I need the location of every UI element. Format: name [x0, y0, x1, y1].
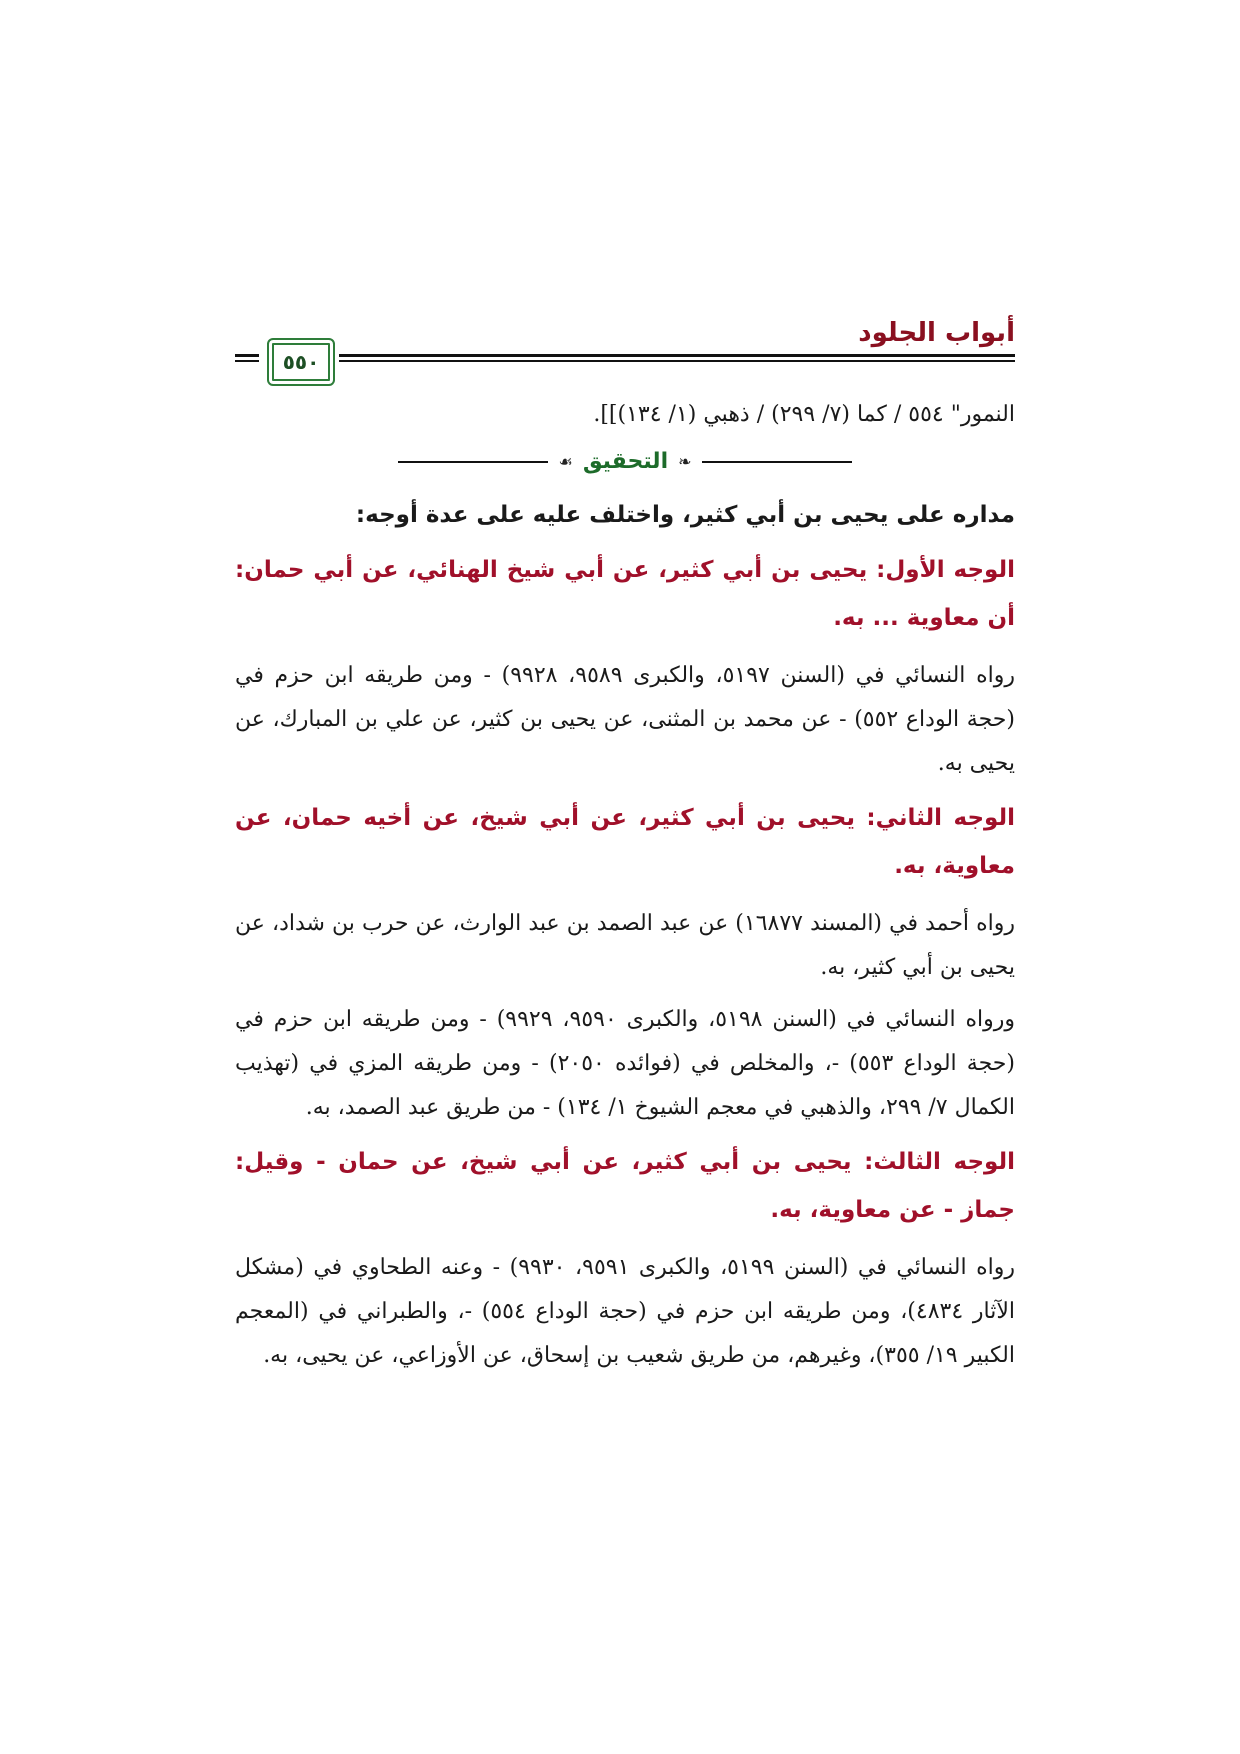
running-title: أبواب الجلود — [858, 318, 1015, 348]
variant-heading-3: الوجه الثالث: يحيى بن أبي كثير، عن أبي شيخ، عن حمان - وقيل: جماز - عن معاوية، به. — [235, 1149, 1015, 1223]
paragraph: رواه أحمد في (المسند ١٦٨٧٧) عن عبد الصمد بن عبد الوارث، عن حرب بن شداد، عن يحيى بن أبي كثير، به. — [235, 911, 1016, 980]
header-rule-top — [235, 354, 1015, 357]
variant-heading-1: الوجه الأول: يحيى بن أبي كثير، عن أبي شيخ الهنائي، عن أبي حمان: أن معاوية ... به. — [235, 557, 1015, 631]
paragraph: ورواه النسائي في (السنن ٥١٩٨، والكبرى ٩٥٩٠، ٩٩٢٩) - ومن طريقه ابن حزم في (حجة الوداع ٥٥٣) -، والمخلص في (فوائده ٢٠٥٠) - ومن طريقه المزي في (تهذيب الكمال ٧/ ٢٩٩، والذهبي في معجم الشيوخ ١/ ١٣٤) - من طريق عبد الصمد، به. — [235, 1007, 1015, 1120]
divider-line-left — [398, 461, 548, 463]
section-divider — [235, 449, 1015, 474]
ornament-icon: ❧ — [678, 452, 692, 471]
intro-text: مداره على يحيى بن أبي كثير، واختلف عليه على عدة أوجه: — [355, 502, 1015, 528]
paragraph: رواه النسائي في (السنن ٥١٩٩، والكبرى ٩٥٩١، ٩٩٣٠) - وعنه الطحاوي في (مشكل الآثار ٤٨٣٤)، ومن طريقه ابن حزم في (حجة الوداع ٥٥٤) -، والطبراني في (المعجم الكبير ١٩/ ٣٥٥)، وغيرهم، من طريق شعيب بن إسحاق، عن الأوزاعي، عن يحيى، به. — [235, 1255, 1016, 1368]
variant-heading-2: الوجه الثاني: يحيى بن أبي كثير، عن أبي شيخ، عن أخيه حمان، عن معاوية، به. — [235, 805, 1015, 879]
header-rule-bottom — [235, 360, 1015, 362]
section-title: التحقيق — [582, 449, 669, 474]
ornament-icon: ☙ — [558, 452, 573, 471]
carryover-footnote: النمور" ٥٥٤ / كما (٧/ ٢٩٩) / ذهبي (١/ ١٣٤)]]. — [593, 402, 1015, 427]
paragraph: رواه النسائي في (السنن ٥١٩٧، والكبرى ٩٥٨٩، ٩٩٢٨) - ومن طريقه ابن حزم في (حجة الوداع ٥٥٢) - عن محمد بن المثنى، عن يحيى بن كثير، عن علي بن المبارك، عن يحيى به. — [235, 663, 1015, 776]
page-number: ٥٥٠ — [282, 350, 320, 374]
page-content — [235, 395, 1015, 1386]
page-header — [235, 318, 1015, 390]
divider-line-right — [702, 461, 852, 463]
page-number-badge — [267, 338, 335, 386]
